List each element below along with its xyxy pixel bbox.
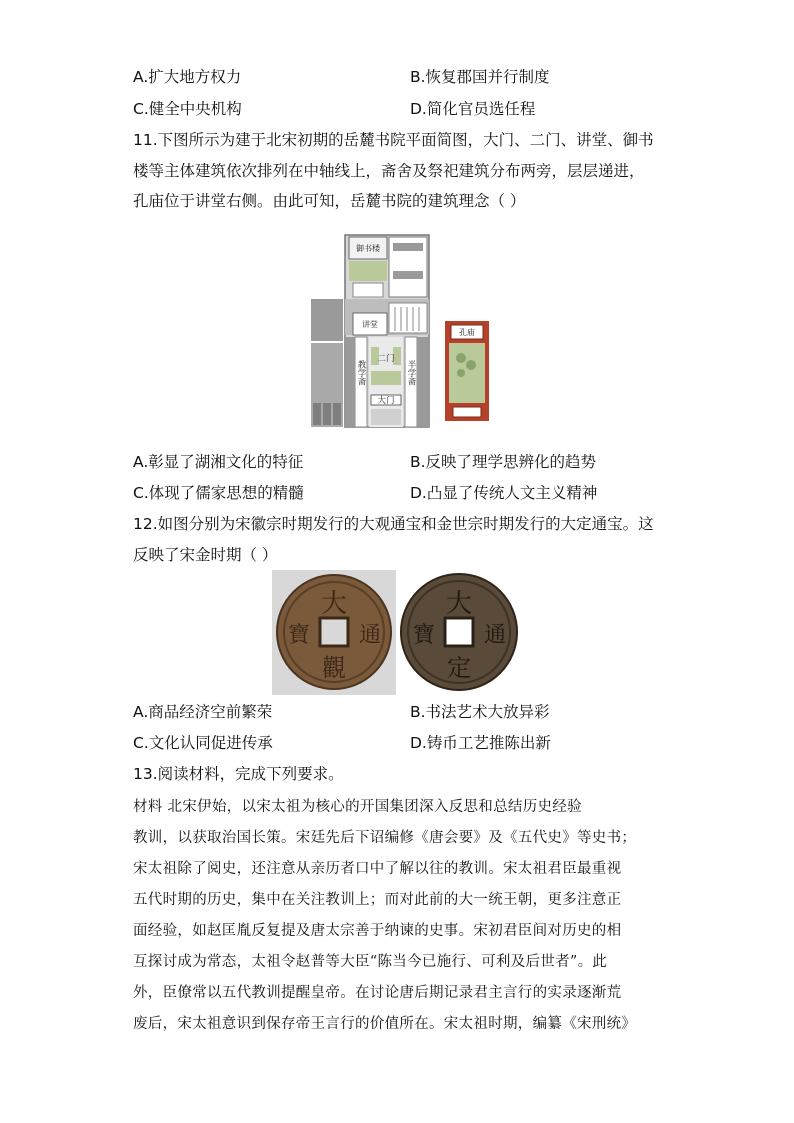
q13-material-line5: 面经验，如赵匡胤反复提及唐太宗善于纳谏的史事。宋初君臣间对历史的相	[133, 923, 622, 939]
q13-material-line7: 外，臣僚常以五代教训提醒皇帝。在讨论唐后期记录君主言行的实录逐渐荒	[133, 985, 622, 1001]
q13-material-line3: 宋太祖除了阅史，还注意从亲历者口中了解以往的教训。宋太祖君臣最重视	[133, 861, 622, 877]
second-gate-garden	[371, 371, 401, 385]
label-left-dorm: 教学斋	[356, 360, 366, 386]
q13-material-line4: 五代时期的历史，集中在关注教训上；而对此前的大一统王朝，更多注意正	[133, 892, 622, 908]
q11-stem-line2: 楼等主体建筑依次排列在中轴线上，斋舍及祭祀建筑分布两旁，层层递进，	[133, 162, 645, 180]
label-second-gate: 二门	[377, 354, 395, 364]
coin1-bottom: 觀	[322, 654, 346, 682]
coin1-right: 通	[358, 623, 382, 648]
q11-option-a: A.彰显了湖湘文化的特征	[133, 453, 304, 471]
q13-material-line8: 废后，宋太祖意识到保存帝王言行的价值所在。宋太祖时期，编纂《宋刑统》	[133, 1016, 637, 1032]
yuelu-academy-plan	[309, 233, 491, 429]
dading-coin	[396, 570, 522, 695]
coin1-left: 寶	[287, 623, 311, 648]
coin2-top: 大	[445, 589, 473, 619]
label-temple: 孔庙	[459, 328, 475, 337]
q11-stem-line1: 11.下图所示为建于北宋初期的岳麓书院平面简图，大门、二门、讲堂、御书	[133, 131, 654, 149]
label-lecture-hall: 讲堂	[362, 320, 378, 329]
q13-material-line6: 互探讨成为常态，太祖令赵普等大臣“陈当今已施行、可利及后世者”。此	[133, 954, 608, 970]
q12-option-d: D.铸币工艺推陈出新	[410, 734, 551, 752]
q13-stem: 13.阅读材料，完成下列要求。	[133, 765, 344, 783]
q13-material-line2: 教训，以获取治国长策。宋廷先后下诏编修《唐会要》及《五代史》等史书；	[133, 830, 637, 846]
q12-option-c: C.文化认同促进传承	[133, 734, 273, 752]
library-garden	[349, 261, 387, 281]
plan-block	[311, 299, 343, 341]
q11-stem-line3: 孔庙位于讲堂右侧。由此可知，岳麓书院的建筑理念（ ）	[133, 192, 526, 210]
q12-stem-line1: 12.如图分别为宋徽宗时期发行的大观通宝和金世宗时期发行的大定通宝。这	[133, 515, 654, 533]
q11-option-d: D.凸显了传统人文主义精神	[410, 484, 598, 502]
label-right-dorm: 半学斋	[406, 360, 416, 386]
q11-option-c: C.体现了儒家思想的精髓	[133, 484, 304, 502]
coin1-top: 大	[320, 589, 348, 619]
daguan-coin	[272, 570, 397, 695]
label-library: 御书楼	[356, 244, 380, 253]
q12-stem-line2: 反映了宋金时期（ ）	[133, 546, 278, 564]
label-main-gate: 大门	[377, 396, 395, 406]
q11-option-b: B.反映了理学思辨化的趋势	[410, 453, 597, 471]
q10-option-b: B.恢复郡国并行制度	[410, 68, 550, 86]
coin2-right: 通	[483, 623, 507, 648]
q13-material-line1: 材料 北宋伊始，以宋太祖为核心的开国集团深入反思和总结历史经验	[133, 799, 582, 815]
coin2-bottom: 定	[447, 654, 471, 682]
coin2-left: 寶	[412, 623, 436, 648]
q10-option-c: C.健全中央机构	[133, 100, 242, 118]
q12-option-b: B.书法艺术大放异彩	[410, 703, 550, 721]
q10-option-a: A.扩大地方权力	[133, 68, 242, 86]
q12-option-a: A.商品经济空前繁荣	[133, 703, 273, 721]
q10-option-d: D.简化官员选任程	[410, 100, 536, 118]
